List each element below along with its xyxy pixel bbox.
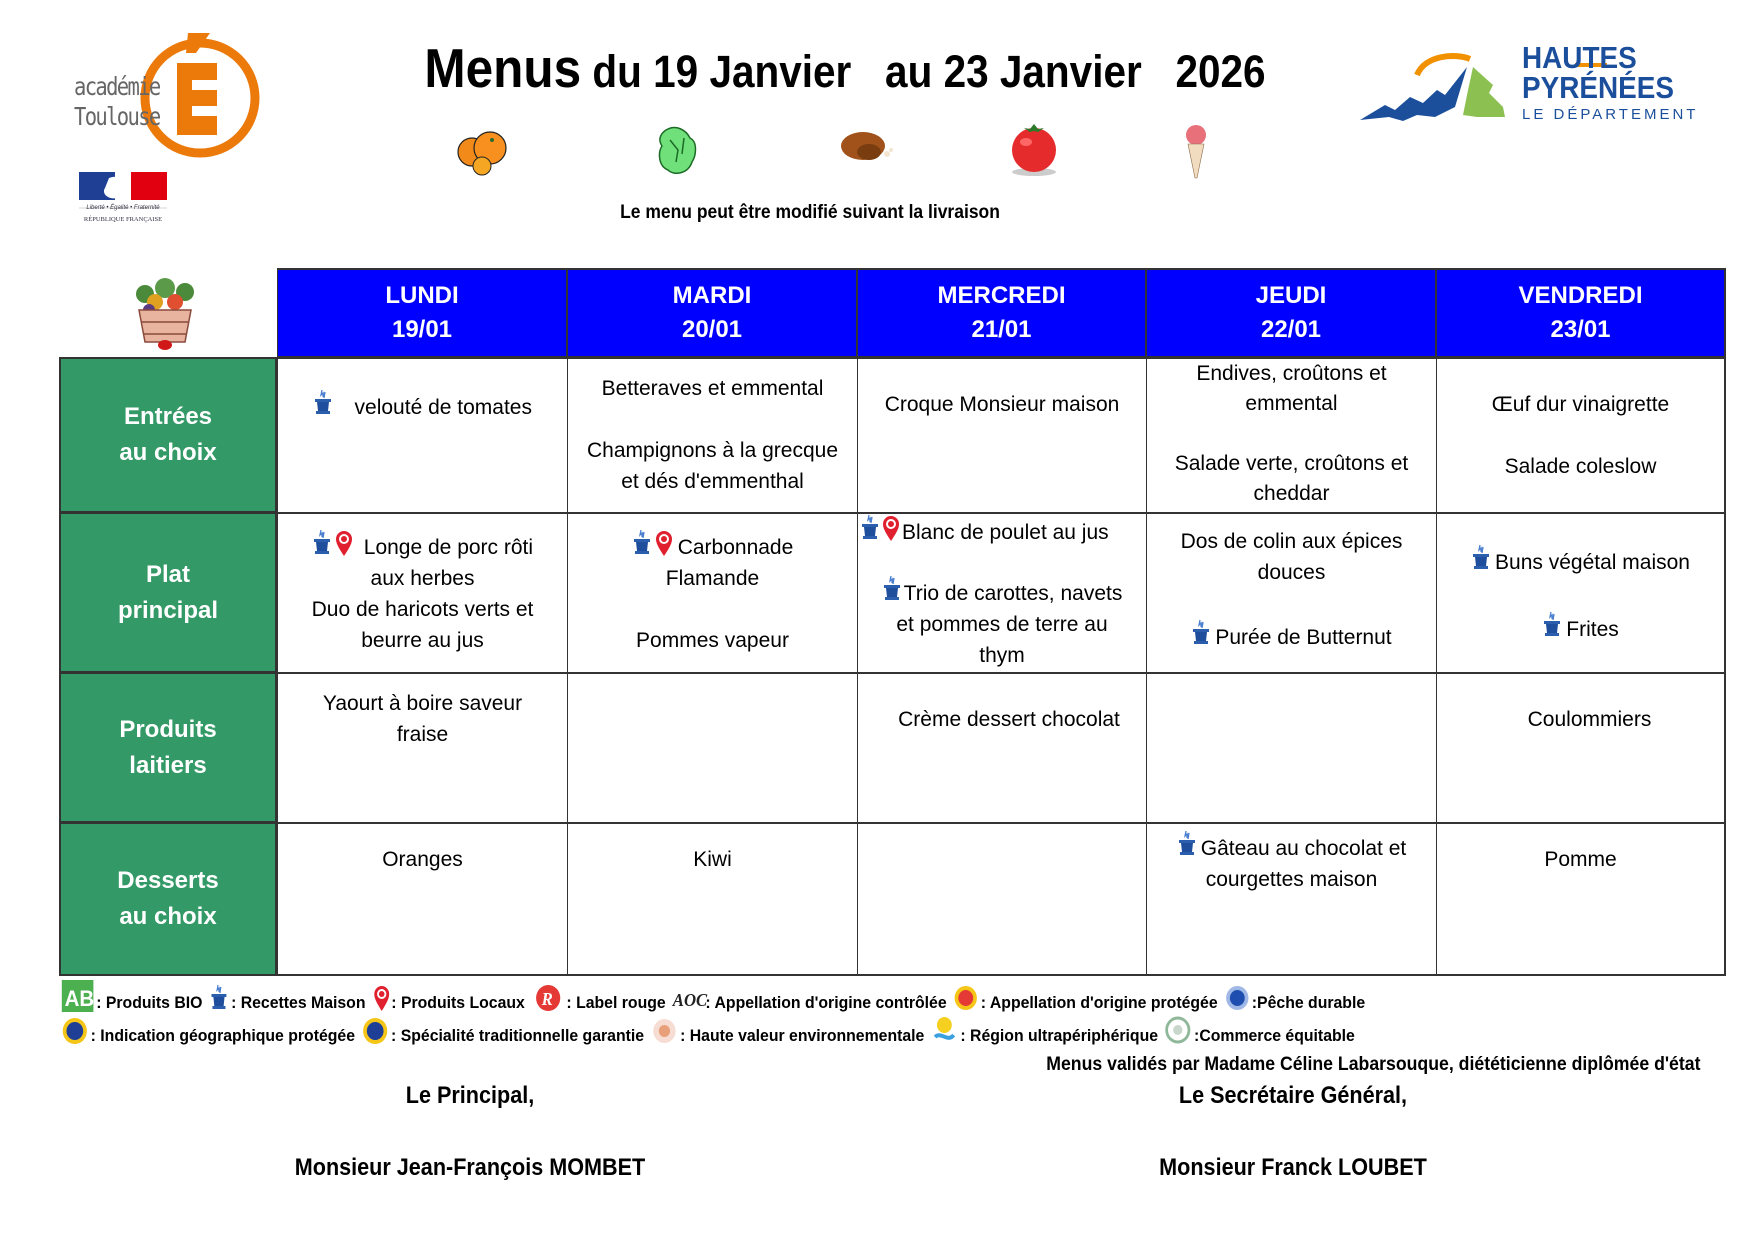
- recette-maison-icon: [1191, 619, 1211, 647]
- legend-hve: : Haute valeur environnementale: [680, 1026, 925, 1045]
- legend-igp: : Indication géographique protégée: [90, 1026, 356, 1045]
- dish: Gâteau au chocolat et: [1200, 837, 1407, 860]
- dish: et dés d'emmenthal: [621, 470, 804, 493]
- signature-left-name: Monsieur Jean-François MOMBET: [294, 1154, 646, 1181]
- commerce-equitable-icon: [1165, 1015, 1191, 1045]
- bio-ab-icon: [62, 980, 94, 1012]
- day-header-jeudi: [1146, 268, 1437, 358]
- menu-cell-desserts-mercredi: [857, 822, 1147, 976]
- oranges-icon: [452, 120, 512, 180]
- produit-local-icon: [334, 529, 354, 557]
- dish: Carbonnade: [677, 536, 794, 559]
- signature-right-title: Le Secrétaire Général,: [1178, 1082, 1408, 1109]
- menu-cell-laitiers-mercredi: [857, 672, 1147, 823]
- legend-label-rouge: : Label rouge: [566, 993, 666, 1012]
- academie-toulouse-text: [74, 72, 160, 132]
- menu-cell-plats-lundi: [277, 512, 568, 673]
- legend-aoc: : Appellation d'origine contrôlée: [705, 993, 947, 1012]
- dish: Crème dessert chocolat: [898, 708, 1120, 731]
- legend-line-2: [59, 1015, 1355, 1046]
- row-label-line2: au choix: [119, 903, 217, 930]
- day-date: 22/01: [1260, 316, 1322, 343]
- dept-logo-line1: HAUTES: [1522, 40, 1637, 75]
- dish: Salade coleslow: [1504, 455, 1657, 478]
- produit-local-icon: [373, 984, 392, 1012]
- validation-note: Menus validés par Madame Céline Labarsouque, diététicienne diplômée d'état: [1045, 1054, 1700, 1075]
- dish: Coulommiers: [1527, 708, 1652, 731]
- dish: Frites: [1566, 618, 1619, 641]
- row-label-line1: Produits: [119, 715, 217, 743]
- dish: Salade verte, croûtons et: [1174, 452, 1409, 475]
- roast-chicken-icon: [835, 120, 895, 180]
- row-label-line2: laitiers: [129, 751, 207, 779]
- row-label-plat: [59, 512, 277, 673]
- vegetable-basket-icon: [125, 272, 205, 352]
- dish: fraise: [396, 723, 449, 746]
- menu-cell-laitiers-mardi: [567, 672, 858, 823]
- menu-cell-desserts-mardi: [567, 822, 858, 976]
- igp-icon: [62, 1017, 88, 1045]
- title-menus: Menus: [424, 37, 582, 99]
- dish: Longe de porc rôti: [363, 536, 534, 559]
- dish: Kiwi: [693, 848, 732, 871]
- legend-maison: : Recettes Maison: [231, 993, 366, 1012]
- signature-right-name: Monsieur Franck LOUBET: [1159, 1154, 1427, 1181]
- menu-cell-plats-mercredi: [857, 512, 1147, 673]
- menu-cell-laitiers-lundi: [277, 672, 568, 823]
- menu-cell-entrees-jeudi: [1146, 357, 1437, 513]
- dish: Pomme: [1544, 848, 1617, 871]
- recette-maison-icon: [1471, 544, 1491, 572]
- day-name: MARDI: [672, 282, 752, 309]
- lettuce-icon: [648, 120, 708, 180]
- dish: Croque Monsieur maison: [884, 393, 1120, 416]
- produit-local-icon: [881, 514, 901, 542]
- menu-cell-laitiers-vendredi: [1436, 672, 1726, 823]
- rf-motto: Liberté • Égalité • Fraternité: [86, 205, 160, 211]
- recette-maison-icon: [860, 514, 880, 542]
- day-header-mercredi: [857, 268, 1147, 358]
- day-name: LUNDI: [385, 282, 459, 309]
- row-label-line2: principal: [117, 596, 219, 624]
- dish: emmental: [1245, 392, 1338, 415]
- legend-aop: : Appellation d'origine protégée: [980, 993, 1218, 1012]
- legend-peche: :Pêche durable: [1251, 993, 1366, 1012]
- dish: Champignons à la grecque: [587, 439, 838, 462]
- day-header-vendredi: [1436, 268, 1726, 358]
- row-label-line1: Entrées: [123, 403, 213, 430]
- recette-maison-icon: [313, 389, 333, 417]
- produit-local-icon: [654, 529, 674, 557]
- svg-text:R: R: [541, 989, 553, 1010]
- dish: velouté de tomates: [354, 396, 532, 419]
- row-label-line1: Desserts: [117, 867, 219, 894]
- legend-line-1: [59, 980, 1365, 1013]
- dish: douces: [1257, 561, 1326, 584]
- dish: Flamande: [665, 567, 760, 590]
- signature-left-title: Le Principal,: [405, 1082, 535, 1109]
- hve-icon: [651, 1017, 677, 1045]
- menu-cell-entrees-vendredi: [1436, 357, 1726, 513]
- recette-maison-icon: [632, 529, 652, 557]
- stg-icon: [362, 1017, 388, 1045]
- title-dates: du 19 Janvier au 23 Janvier 2026: [581, 46, 1266, 97]
- aop-icon: [954, 984, 978, 1012]
- svg-text:AB: AB: [64, 986, 95, 1012]
- recette-maison-icon: [210, 984, 229, 1012]
- recette-maison-icon: [1177, 830, 1197, 858]
- menu-cell-plats-vendredi: [1436, 512, 1726, 673]
- aoc-icon: [672, 982, 708, 1012]
- dish: et pommes de terre au: [896, 613, 1108, 636]
- dish: courgettes maison: [1205, 868, 1378, 891]
- day-date: 20/01: [681, 316, 743, 343]
- day-name: VENDREDI: [1518, 282, 1643, 309]
- label-rouge-icon: [532, 984, 564, 1012]
- rup-icon: [932, 1015, 958, 1045]
- menu-cell-entrees-mardi: [567, 357, 858, 513]
- day-date: 23/01: [1550, 316, 1611, 343]
- dish: Buns végétal maison: [1495, 551, 1690, 574]
- ice-cream-icon: [1166, 120, 1226, 180]
- day-header-mardi: [567, 268, 858, 358]
- recette-maison-icon: [1542, 611, 1562, 639]
- dish: cheddar: [1253, 482, 1330, 505]
- day-name: JEUDI: [1255, 282, 1327, 309]
- dept-logo-line3: LE DÉPARTEMENT: [1522, 106, 1699, 123]
- recette-maison-icon: [312, 529, 332, 557]
- peche-durable-icon: [1225, 984, 1249, 1012]
- day-date: 21/01: [971, 316, 1032, 343]
- dish: Oranges: [382, 848, 463, 871]
- tomato-icon: [1004, 120, 1064, 180]
- row-label-line2: au choix: [119, 439, 217, 466]
- menu-cell-laitiers-jeudi: [1146, 672, 1437, 823]
- academie-line1: académie: [74, 72, 160, 101]
- dish: thym: [979, 644, 1025, 667]
- legend-locaux: : Produits Locaux: [391, 993, 525, 1012]
- day-header-lundi: [277, 268, 568, 358]
- dept-logo-line2: PYRÉNÉES: [1522, 70, 1674, 105]
- dish: Dos de colin aux épices: [1180, 530, 1403, 553]
- dish: Blanc de poulet au jus: [902, 521, 1109, 544]
- dish: Yaourt à boire saveur: [322, 692, 523, 715]
- dish: Betteraves et emmental: [601, 377, 824, 400]
- menu-cell-entrees-lundi: [277, 357, 568, 513]
- row-label-entrees: [59, 357, 277, 513]
- recette-maison-icon: [882, 575, 902, 603]
- menu-cell-plats-jeudi: [1146, 512, 1437, 673]
- legend-bio: : Produits BIO: [96, 993, 203, 1012]
- legend-equitable: :Commerce équitable: [1194, 1026, 1355, 1045]
- menu-cell-desserts-lundi: [277, 822, 568, 976]
- academie-line2: Toulouse: [74, 102, 160, 131]
- legend-stg: : Spécialité traditionnelle garantie: [391, 1026, 645, 1045]
- dish: aux herbes: [370, 567, 475, 590]
- dish: Œuf dur vinaigrette: [1491, 393, 1670, 416]
- rf-name: RÉPUBLIQUE FRANÇAISE: [83, 216, 163, 223]
- day-name: MERCREDI: [937, 282, 1066, 309]
- menu-cell-desserts-jeudi: [1146, 822, 1437, 976]
- row-label-line1: Plat: [145, 560, 190, 588]
- delivery-notice: Le menu peut être modifié suivant la livraison: [620, 202, 1000, 223]
- menu-cell-entrees-mercredi: [857, 357, 1147, 513]
- row-label-laitiers: [59, 672, 277, 823]
- dish: beurre au jus: [361, 629, 484, 652]
- dish: Pommes vapeur: [636, 629, 789, 652]
- dish: Endives, croûtons et: [1196, 362, 1387, 385]
- legend-rup: : Région ultrapériphérique: [960, 1026, 1159, 1045]
- svg-text:AOC: AOC: [672, 990, 708, 1011]
- day-date: 19/01: [391, 316, 453, 343]
- dish: Trio de carottes, navets: [903, 582, 1123, 605]
- menu-cell-desserts-vendredi: [1436, 822, 1726, 976]
- dish: Purée de Butternut: [1215, 626, 1392, 649]
- page-title: [355, 36, 1336, 100]
- dish: Duo de haricots verts et: [311, 598, 534, 621]
- row-label-desserts: [59, 822, 277, 976]
- menu-cell-plats-mardi: [567, 512, 858, 673]
